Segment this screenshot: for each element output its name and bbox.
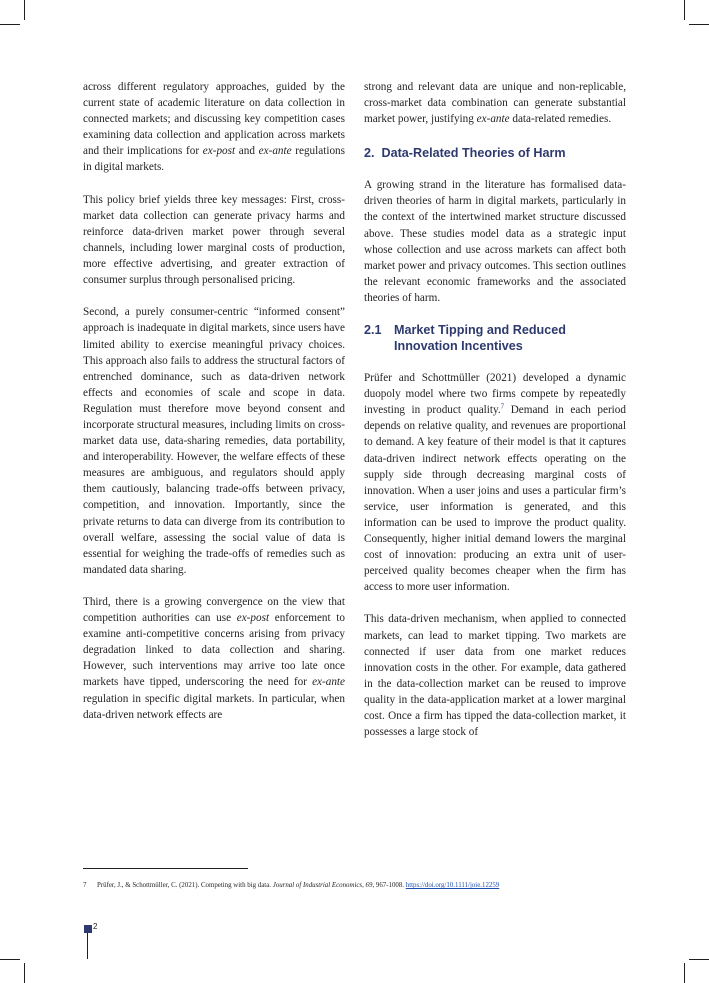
section-heading-theories-of-harm: 2. Data-Related Theories of Harm — [364, 146, 566, 161]
footnote-number: 7 — [83, 882, 87, 889]
footnote-pages: , 967-1008. — [372, 882, 406, 889]
text-run: data-related remedies. — [509, 113, 612, 126]
text-run: regulations in digital markets. — [83, 145, 345, 174]
left-column — [83, 79, 345, 723]
text-run: strong and relevant data are unique and non-replicable, cross-market data combination can generate substantial market power, justifying — [364, 81, 626, 126]
paragraph-prufer-model — [364, 370, 626, 595]
crop-mark-bottom-right — [684, 963, 685, 983]
subsection-heading-market-tipping — [364, 322, 626, 354]
page-number-marker — [84, 925, 92, 933]
footnote-divider — [83, 868, 248, 869]
footnote-doi-link[interactable]: https://doi.org/10.1111/joie.12259 — [405, 882, 500, 889]
italic-term: ex-ante — [312, 676, 345, 689]
footnote-journal: Journal of Industrial Economics, 69 — [272, 882, 373, 889]
text-run: enforcement to examine anti-competitive concerns arising from privacy degradation linked to data collection and sharing. However, such interventions may arrive too late once markets have tipped, underscoring the need for — [83, 612, 345, 689]
prufer-text-start: Prüfer and Schottmüller (2021) developed a dynamic duopoly model where two firms compete by repeatedly investing in product quality. — [364, 372, 626, 417]
text-run: Third, there is a growing convergence on the view that competition authorities can use — [83, 596, 345, 625]
crop-mark-bottom-right — [689, 959, 709, 960]
crop-mark-top-left — [0, 24, 20, 25]
italic-term: ex-post — [202, 145, 236, 158]
crop-mark-bottom-left — [24, 963, 25, 983]
crop-mark-top-left — [24, 0, 25, 20]
text-run: and — [235, 145, 259, 158]
paragraph-market-tipping: This data-driven mechanism, when applied to connected markets, can lead to market tipping. Two markets are connected if user data from one market reduces innovation costs in the other. For example, data gathered in the data-collection market can be reused to improve quality in the data-application market at a lower marginal cost. Once a firm has tipped the data-collection market, it possesses a large stock of — [364, 613, 626, 739]
footnote — [83, 881, 643, 891]
paragraph-third-message — [83, 594, 345, 723]
subsection-number: 2.1 — [364, 323, 382, 338]
paragraph-second-message: Second, a purely consumer-centric “informed consent” approach is inadequate in digital markets, since users have limited ability to exercise meaningful privacy choices. This approach also fails to address the structural factors of entrenched dominance, such as data-driven network effects and economies of scale and scope in data. Regulation must therefore move beyond consent and incorporate structural measures, including limits on cross-market data use, data-sharing remedies, data portability, and interoperability. However, the welfare effects of these measures are ambiguous, and regulators should apply them cautiously, balancing trade-offs between privacy, competition, and innovation. Importantly, since the private returns to data can diverge from its contribution to overall welfare, assessing the social value of data is essential for weighing the trade-offs of remedies such as mandated data sharing. — [83, 306, 345, 576]
text-run: regulation in specific digital markets. In particular, when data-driven network effects are — [83, 692, 345, 721]
paragraph-ex-ante-remedies — [364, 79, 626, 127]
prufer-text-rest: Demand in each period depends on relative quality, and revenues are proportional to demand. A key feature of their model is that it captures data-driven indirect network effects operating on the supply side through decreasing marginal costs of innovation. When a user joins and uses a particular firm’s service, user information is generated, and this information can be used to improve the product quality. Consequently, higher initial demand lowers the marginal cost of innovation: producing an extra unit of user-perceived quality becomes cheaper when the firm has access to more user information. — [364, 404, 626, 594]
crop-mark-bottom-left — [0, 959, 20, 960]
page-number: 2 — [93, 922, 98, 931]
paragraph-key-messages: This policy brief yields three key messages: First, cross-market data collection can generate privacy harms and reinforce data-driven market power through several channels, including lower marginal costs of production, more effective advertising, and greater extraction of consumer surplus through personalised pricing. — [83, 193, 345, 287]
crop-mark-top-right — [684, 0, 685, 20]
footnote-authors: Prüfer, J., & Schottmüller, C. (2021). Competing with big data. — [97, 882, 273, 889]
paragraph-literature-strand: A growing strand in the literature has formalised data-driven theories of harm in digital markets, particularly in the context of the intertwined market structure discussed above. These studies model data as a strategic input whose collection and use across markets can affect both market power and privacy outcomes. This section outlines the relevant economic frameworks and the associated theories of harm. — [364, 179, 626, 304]
italic-term: ex-ante — [258, 145, 292, 158]
right-column — [364, 79, 626, 740]
paragraph-approaches — [83, 79, 345, 176]
italic-term: ex-post — [236, 612, 270, 625]
crop-mark-top-right — [689, 24, 709, 25]
text-run: across different regulatory approaches, guided by the current state of academic literature on data collection in connected markets; and discussing key competition cases examining data collection and application across markets and their implications for — [83, 81, 345, 158]
footnote-reference[interactable]: 7 — [500, 402, 505, 411]
subsection-title: Market Tipping and Reduced Innovation Incentives — [394, 323, 566, 354]
italic-term: ex-ante — [476, 113, 510, 126]
